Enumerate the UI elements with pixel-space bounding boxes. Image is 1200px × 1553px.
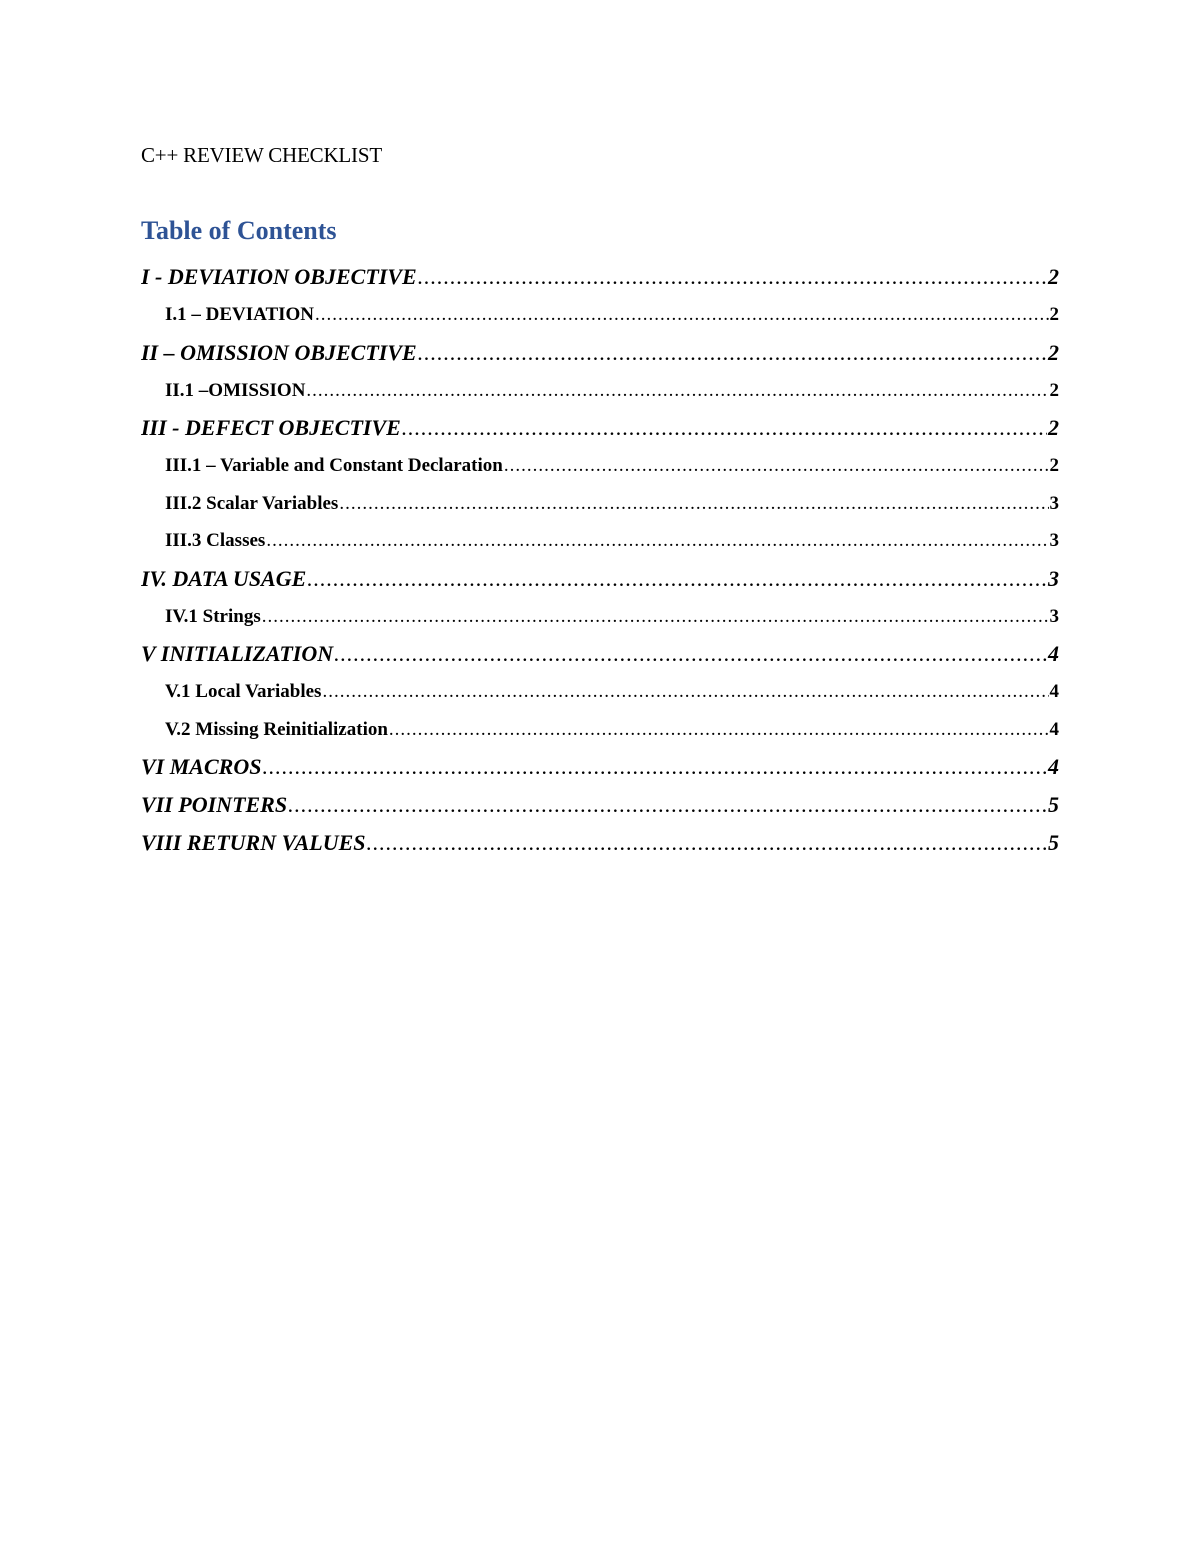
toc-entry-text: IV.1 Strings <box>165 605 261 627</box>
toc-dot-leader <box>418 262 1047 292</box>
toc-entry-text: IV. DATA USAGE <box>141 565 307 591</box>
toc-page-number: 3 <box>1048 565 1059 591</box>
toc-page-number: 4 <box>1049 681 1059 702</box>
toc-entry-return-values[interactable] <box>141 828 1059 866</box>
toc-dot-leader <box>315 300 1048 330</box>
toc-entry-text: II – OMISSION OBJECTIVE <box>141 339 417 365</box>
toc-page-number: 2 <box>1048 415 1059 440</box>
toc-entry-text: V.1 Local Variables <box>165 681 322 702</box>
toc-page-number: 2 <box>1048 264 1059 289</box>
toc-dot-leader <box>389 715 1049 745</box>
toc-entry-defect-objective[interactable] <box>141 413 1059 451</box>
toc-dot-leader <box>306 376 1048 406</box>
toc-entry-text: I - DEVIATION OBJECTIVE <box>141 264 417 289</box>
toc-entry-pointers[interactable] <box>141 790 1059 828</box>
toc-page-number: 3 <box>1049 530 1059 551</box>
toc-dot-leader <box>262 602 1049 632</box>
toc-dot-leader <box>288 790 1047 820</box>
toc-page-number: 3 <box>1049 605 1059 627</box>
toc-dot-leader <box>334 639 1047 669</box>
toc-dot-leader <box>367 828 1047 858</box>
toc-entry-variable-constant-declaration[interactable] <box>141 451 1059 489</box>
toc-dot-leader <box>266 526 1048 556</box>
toc-entry-text: VIII RETURN VALUES <box>141 830 366 855</box>
toc-entry-text: V.2 Missing Reinitialization <box>165 718 388 740</box>
toc-dot-leader <box>262 752 1047 782</box>
toc-entry-text: III.2 Scalar Variables <box>165 492 339 514</box>
toc-dot-leader <box>307 564 1047 594</box>
toc-entry-omission-objective[interactable] <box>141 338 1059 376</box>
toc-entry-text: III - DEFECT OBJECTIVE <box>141 415 401 440</box>
toc-entry-data-usage[interactable] <box>141 564 1059 602</box>
table-of-contents <box>141 262 1059 866</box>
document-title: C++ REVIEW CHECKLIST <box>141 143 382 167</box>
toc-entry-scalar-variables[interactable] <box>141 489 1059 527</box>
toc-entry-strings[interactable] <box>141 602 1059 640</box>
toc-entry-text: VII POINTERS <box>141 792 288 817</box>
toc-dot-leader <box>418 338 1047 368</box>
toc-page-number: 2 <box>1048 339 1059 365</box>
toc-page-number: 3 <box>1049 492 1059 514</box>
toc-entry-text: II.1 –OMISSION <box>165 379 306 401</box>
toc-entry-macros[interactable] <box>141 752 1059 790</box>
toc-page-number: 2 <box>1049 304 1059 325</box>
toc-dot-leader <box>339 489 1048 519</box>
toc-entry-classes[interactable] <box>141 526 1059 564</box>
toc-dot-leader <box>322 677 1048 707</box>
toc-page-number: 5 <box>1048 792 1059 817</box>
toc-page-number: 4 <box>1048 754 1059 779</box>
toc-entry-text: I.1 – DEVIATION <box>165 304 315 325</box>
toc-dot-leader <box>504 451 1049 481</box>
toc-entry-local-variables[interactable] <box>141 677 1059 715</box>
toc-entry-omission[interactable] <box>141 376 1059 414</box>
toc-entry-deviation-objective[interactable] <box>141 262 1059 300</box>
toc-page-number: 2 <box>1049 379 1059 401</box>
toc-entry-text: V INITIALIZATION <box>141 641 334 666</box>
toc-page-number: 2 <box>1049 455 1059 476</box>
toc-entry-text: III.1 – Variable and Constant Declaration <box>165 455 503 476</box>
toc-entry-deviation[interactable] <box>141 300 1059 338</box>
toc-entry-missing-reinitialization[interactable] <box>141 715 1059 753</box>
toc-page-number: 5 <box>1048 830 1059 855</box>
toc-page-number: 4 <box>1048 641 1059 666</box>
toc-entry-text: VI MACROS <box>141 754 262 779</box>
toc-entry-initialization[interactable] <box>141 639 1059 677</box>
toc-dot-leader <box>402 413 1047 443</box>
toc-heading: Table of Contents <box>141 216 337 245</box>
toc-page-number: 4 <box>1049 718 1059 740</box>
toc-entry-text: III.3 Classes <box>165 530 266 551</box>
